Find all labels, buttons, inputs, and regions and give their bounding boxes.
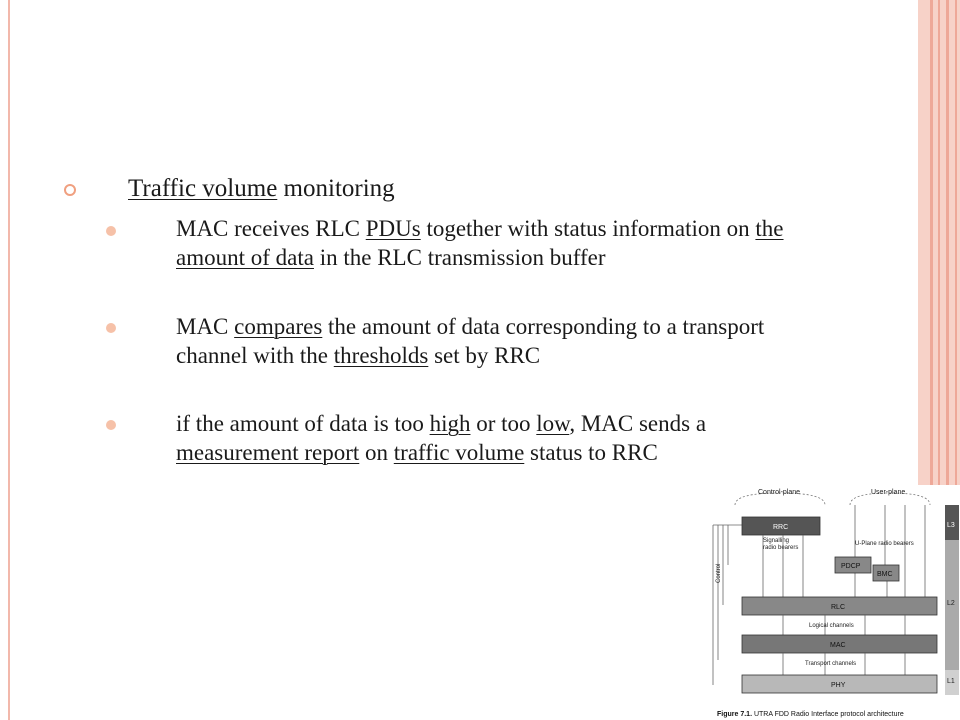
heading-underlined: Traffic volume (128, 175, 278, 202)
control-label: Control (716, 563, 722, 583)
heading-rest: monitoring (277, 175, 395, 202)
user-plane-label: User-plane (871, 489, 906, 496)
logical-channels-label: Logical channels (809, 623, 854, 629)
protocol-architecture-figure (705, 485, 960, 720)
rlc-label: RLC (831, 604, 846, 611)
underlined-term: compares (234, 314, 323, 339)
caption-text: UTRA FDD Radio Interface protocol architecture (752, 711, 904, 718)
bullet-text: on (359, 440, 394, 465)
underlined-term: measurement report (176, 440, 360, 465)
bullet-item (176, 409, 826, 467)
topic-heading (128, 172, 395, 206)
layer-l1-label: L1 (947, 678, 955, 685)
bmc-label: BMC (877, 571, 893, 578)
bullet-text: if the amount of data is too (176, 411, 430, 436)
bullet-dot-icon (106, 323, 116, 333)
bullet-dot-icon (106, 420, 116, 430)
bullet-dot-icon (106, 226, 116, 236)
underlined-term: high (429, 411, 471, 436)
bullet-text: the amount of data corresponding to a transport channel with the (176, 314, 765, 368)
underlined-term: thresholds (333, 343, 429, 368)
phy-label: PHY (831, 682, 846, 689)
ring-bullet-icon (64, 184, 76, 196)
bullet-text: MAC receives RLC (176, 216, 366, 241)
layer-l3-label: L3 (947, 522, 955, 529)
layer-l2-label: L2 (947, 600, 955, 607)
underlined-term: PDUs (365, 216, 421, 241)
bullet-item (176, 214, 826, 272)
underlined-term: low (536, 411, 570, 436)
bullet-item (176, 312, 826, 370)
bullet-text: or too (470, 411, 537, 436)
pdcp-label: PDCP (841, 563, 861, 570)
figure-caption (717, 711, 904, 718)
underlined-term: the amount of data (176, 216, 784, 270)
control-plane-label: Control-plane (758, 489, 801, 496)
uplane-bearers-label: U-Plane radio bearers (855, 541, 914, 547)
bullet-text: in the RLC transmission buffer (313, 245, 606, 270)
bullet-text: together with status information on (420, 216, 756, 241)
rrc-label: RRC (773, 524, 789, 531)
signalling-label: Signalling (763, 538, 790, 544)
transport-channels-label: Transport channels (805, 661, 857, 667)
bullet-text: , MAC sends a (569, 411, 707, 436)
radio-bearers-label: radio bearers (763, 545, 799, 551)
underlined-term: traffic volume (393, 440, 525, 465)
caption-number: Figure 7.1. (717, 711, 753, 718)
bullet-text: set by RRC (428, 343, 541, 368)
mac-label: MAC (830, 642, 846, 649)
bullet-text: MAC (176, 314, 235, 339)
bullet-text: status to RRC (524, 440, 658, 465)
